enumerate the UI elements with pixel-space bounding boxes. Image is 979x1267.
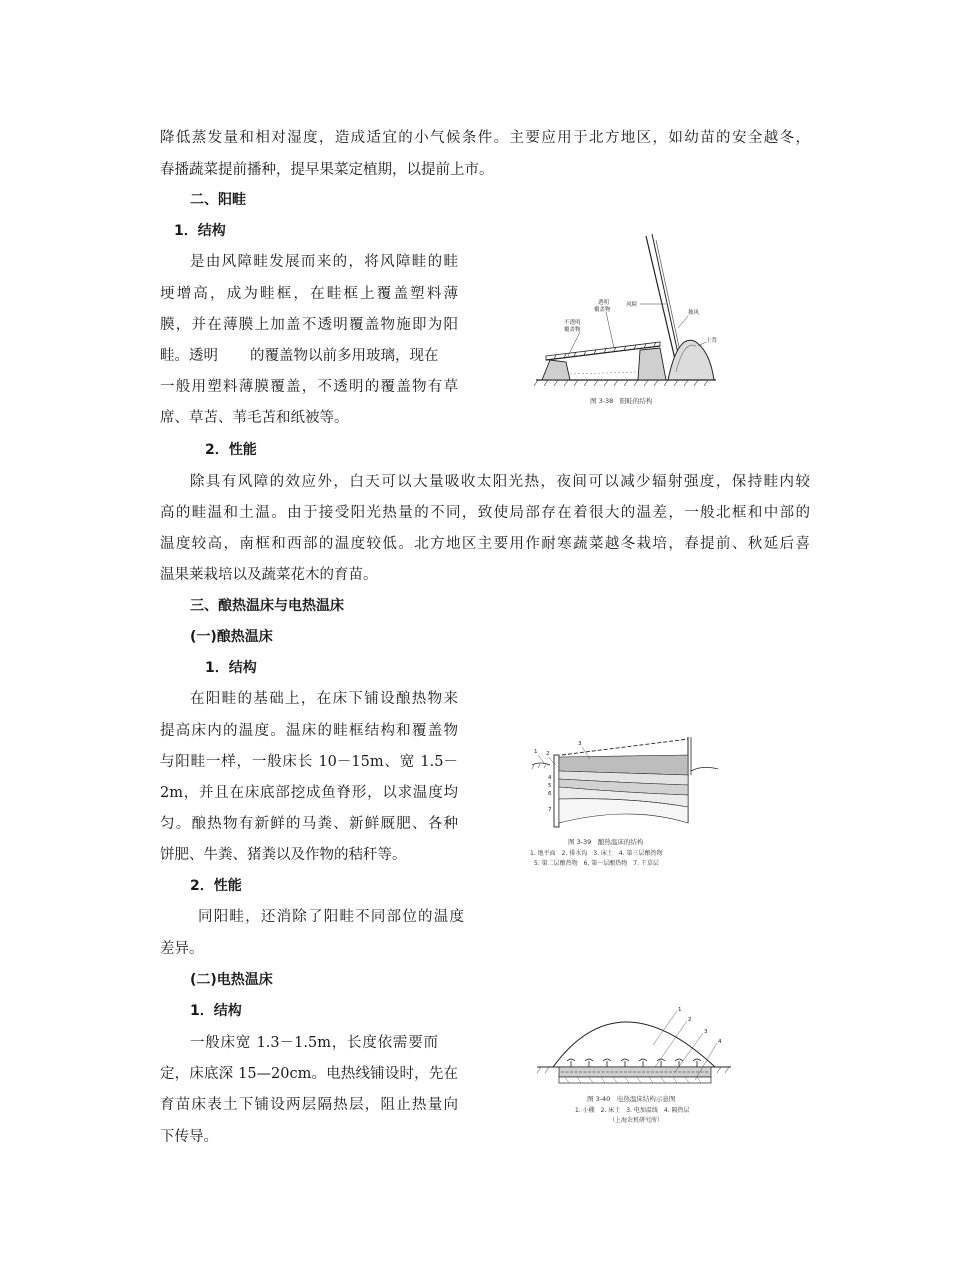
figure-fermentation-bed	[530, 735, 720, 867]
heading-hotbeds: 三、酿热温床与电热温床	[190, 598, 344, 614]
para-dian-line-3: 育苗床表土下铺设两层隔热层，阻止热量向	[160, 1097, 458, 1113]
label-grass: 披风	[688, 310, 700, 316]
legend-fig-3-39-line-2: 5. 第二层酿热物 6. 第一层酿热物 7. 干草层	[534, 860, 659, 867]
para-niang-line-5: 匀。酿热物有新鲜的马粪、新鲜厩肥、各种	[160, 816, 458, 832]
heading-performance-2: 2．性能	[190, 878, 242, 894]
fig39-num-4: 4	[548, 775, 552, 781]
para-niang-line-1: 在阳畦的基础上，在床下铺设酿热物来	[190, 691, 458, 707]
para-perf-line-2: 高的畦温和土温。由于接受阳光热量的不同，致使局部存在着很大的温差，一般北框和中部的	[160, 505, 810, 521]
para-yangqi-line-6: 席、草苫、苇毛苫和纸被等。	[160, 410, 349, 426]
fig39-num-3: 3	[578, 741, 582, 747]
fermentation-bed-diagram	[530, 735, 720, 835]
heading-performance-1: 2．性能	[205, 442, 257, 458]
caption-fig-3-39: 图 3-39 酿热温床的结构	[568, 838, 644, 846]
para-yangqi-line-3: 膜，并在薄膜上加盖不透明覆盖物施即为阳	[160, 317, 458, 333]
electric-bed-diagram	[535, 1005, 735, 1097]
para-perf-line-4: 温果莱栽培以及蔬菜花木的育苗。	[160, 567, 378, 583]
para-niang-line-3: 与阳畦一样，一般床长 10－15m、宽 1.5－	[160, 754, 458, 770]
fig39-num-7: 7	[548, 807, 552, 813]
para-yangqi-line-4a: 畦。透明	[160, 348, 218, 364]
para-yangqi-line-5: 一般用塑料薄膜覆盖，不透明的覆盖物有草	[160, 379, 458, 395]
fig39-num-5: 5	[548, 783, 552, 789]
para-dian-line-2: 定，床底深 15—20cm。电热线铺设时，先在	[160, 1066, 458, 1082]
para-niang-line-2: 提高床内的温度。温床的畦框结构和覆盖物	[160, 723, 458, 739]
yangqi-diagram	[528, 232, 728, 402]
para-dian-line-1: 一般床宽 1.3－1.5m，长度依需要而	[190, 1035, 438, 1051]
heading-structure-3: 1．结构	[190, 1003, 242, 1019]
legend-fig-3-40-line-2: （上海农机研究所）	[609, 1117, 664, 1124]
fig40-num-4: 4	[718, 1039, 722, 1045]
para-perf-line-3: 温度较高，南框和西部的温度较低。北方地区主要用作耐寒蔬菜越冬栽培，春提前、秋延后喜	[160, 536, 810, 552]
para-yangqi-line-1: 是由风障畦发展而来的，将风障畦的畦	[190, 254, 458, 270]
legend-fig-3-40-line-1: 1. 小棚 2. 床土 3. 电加温线 4. 隔热层	[575, 1107, 690, 1114]
para-intro-line-1: 降低蒸发量和相对湿度，造成适宜的小气候条件。主要应用于北方地区，如幼苗的安全越冬，	[160, 130, 810, 146]
fig39-num-6: 6	[548, 791, 552, 797]
para-niang-line-6: 饼肥、牛粪、猪粪以及作物的秸秆等。	[160, 847, 407, 863]
label-soil: 土背	[706, 338, 718, 344]
para-dian-line-4: 下传导。	[160, 1129, 218, 1145]
para-niang-perf-line-2: 差异。	[160, 941, 204, 957]
caption-fig-3-38: 图 3-38 阳畦的结构	[590, 397, 653, 405]
para-niang-perf-line-1: 同阳畦，还消除了阳畦不同部位的温度	[198, 909, 464, 925]
label-transparent: 透明	[598, 300, 610, 306]
label-cover: 覆盖物	[594, 307, 611, 313]
para-perf-line-1: 除具有风障的效应外，白天可以大量吸收太阳光热，夜间可以减少辐射强度，保持畦内较	[190, 474, 810, 490]
fig40-num-1: 1	[678, 1007, 682, 1013]
para-yangqi-line-2: 埂增高，成为畦框，在畦框上覆盖塑料薄	[160, 286, 458, 302]
fig40-num-2: 2	[688, 1017, 692, 1023]
legend-fig-3-39-line-1: 1. 地平面 2. 排水沟 3. 床土 4. 第三层酿热物	[530, 850, 663, 857]
para-intro-line-2: 春播蔬菜提前播种，提早果菜定植期，以提前上市。	[160, 162, 494, 178]
heading-structure-1: 1．结构	[174, 223, 226, 239]
label-opaque: 不透明	[564, 320, 581, 326]
heading-fermentation-bed: (一)酿热温床	[190, 629, 273, 645]
figure-yangqi-structure	[528, 232, 728, 405]
caption-fig-3-40: 图 3-40 电热温床结构示意图	[587, 1095, 676, 1103]
figure-electric-bed	[535, 1005, 735, 1124]
label-opaque-cover: 覆盖物	[564, 327, 581, 333]
fig39-num-2: 2	[546, 751, 550, 757]
heading-structure-2: 1．结构	[205, 660, 257, 676]
para-niang-line-4: 2m，并且在床底部挖成鱼脊形，以求温度均	[160, 785, 458, 801]
para-yangqi-line-4b: 的覆盖物以前多用玻璃，现在	[250, 348, 439, 364]
heading-yangqi: 二、阳畦	[190, 192, 246, 208]
fig39-num-1: 1	[534, 749, 538, 755]
label-windbreak: 风障	[626, 302, 638, 308]
para-yangqi-line-4	[160, 346, 439, 366]
heading-electric-bed: (二)电热温床	[190, 972, 273, 988]
fig40-num-3: 3	[704, 1029, 708, 1035]
